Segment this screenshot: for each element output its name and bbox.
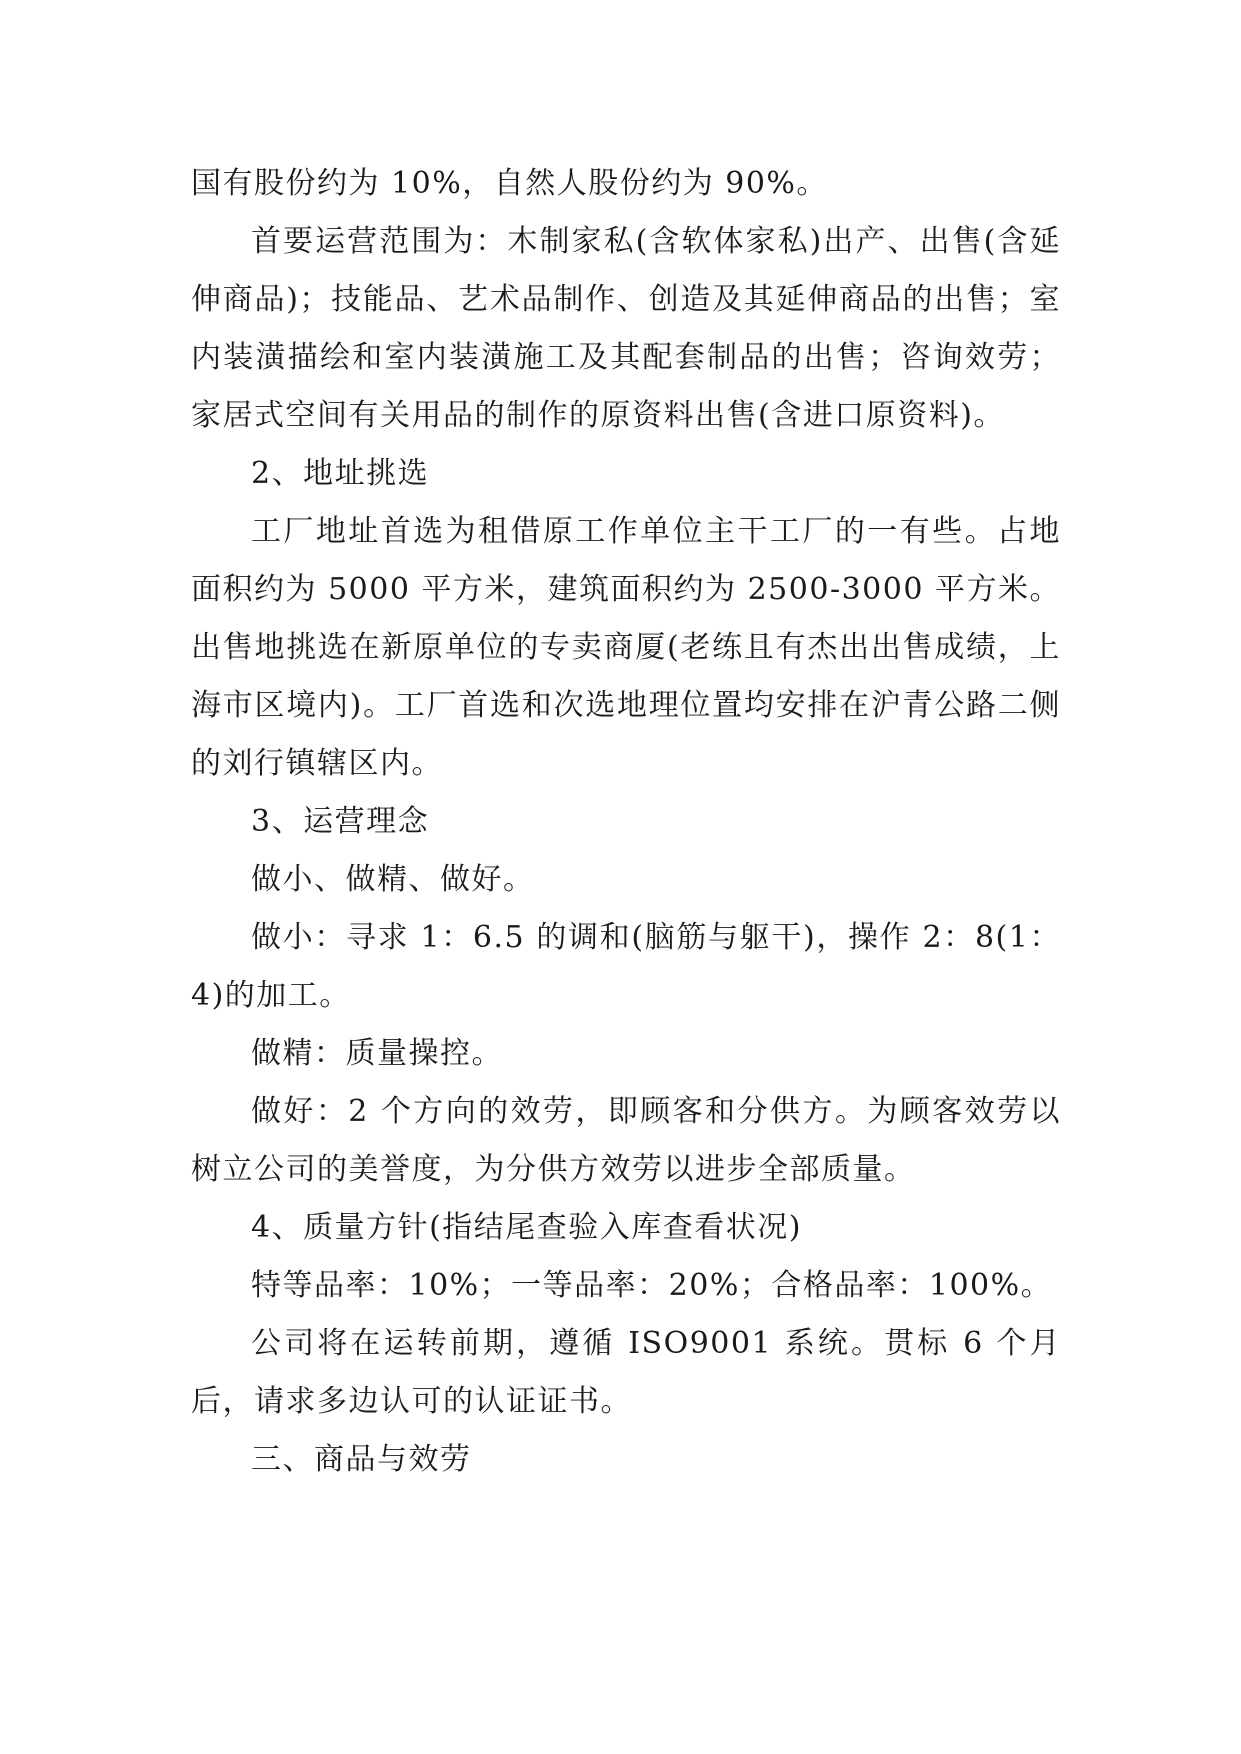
paragraph-philosophy-fine: 做精：质量操控。 bbox=[251, 1036, 503, 1071]
paragraph-shareholding: 国有股份约为 10%，自然人股份约为 90%。 bbox=[191, 166, 828, 201]
paragraph-business-scope: 首要运营范围为：木制家私(含软体家私)出产、出售(含延伸商品)；技能品、艺术品制作、创造及其延伸商品的出售；室内装潢描绘和室内装潢施工及其配套制品的出售；咨询效劳；家居式空间有关用品的制作的原资料出售(含进口原资料)。 bbox=[191, 224, 1061, 433]
heading-products-services: 三、商品与效劳 bbox=[251, 1442, 472, 1477]
paragraph-iso-certification: 公司将在运转前期，遵循 ISO9001 系统。贯标 6 个月后，请求多边认可的认证证书。 bbox=[191, 1326, 1061, 1419]
heading-quality-policy: 4、质量方针(指结尾查验入库查看状况) bbox=[251, 1210, 802, 1245]
paragraph-philosophy-good: 做好：2 个方向的效劳，即顾客和分供方。为顾客效劳以树立公司的美誉度，为分供方效劳以进步全部质量。 bbox=[191, 1094, 1061, 1187]
heading-business-philosophy: 3、运营理念 bbox=[251, 804, 430, 839]
paragraph-quality-rates: 特等品率：10%；一等品率：20%；合格品率：100%。 bbox=[251, 1268, 1053, 1303]
paragraph-philosophy-summary: 做小、做精、做好。 bbox=[251, 862, 535, 897]
document-body bbox=[191, 155, 1061, 1489]
paragraph-philosophy-small: 做小：寻求 1：6.5 的调和(脑筋与躯干)，操作 2：8(1：4)的加工。 bbox=[191, 920, 1061, 1013]
paragraph-site-selection: 工厂地址首选为租借原工作单位主干工厂的一有些。占地面积约为 5000 平方米，建筑面积约为 2500-3000 平方米。出售地挑选在新原单位的专卖商厦(老练且有杰出出售成绩，上海市区境内)。工厂首选和次选地理位置均安排在沪青公路二侧的刘行镇辖区内。 bbox=[191, 514, 1061, 781]
heading-site-selection: 2、地址挑选 bbox=[251, 456, 430, 491]
